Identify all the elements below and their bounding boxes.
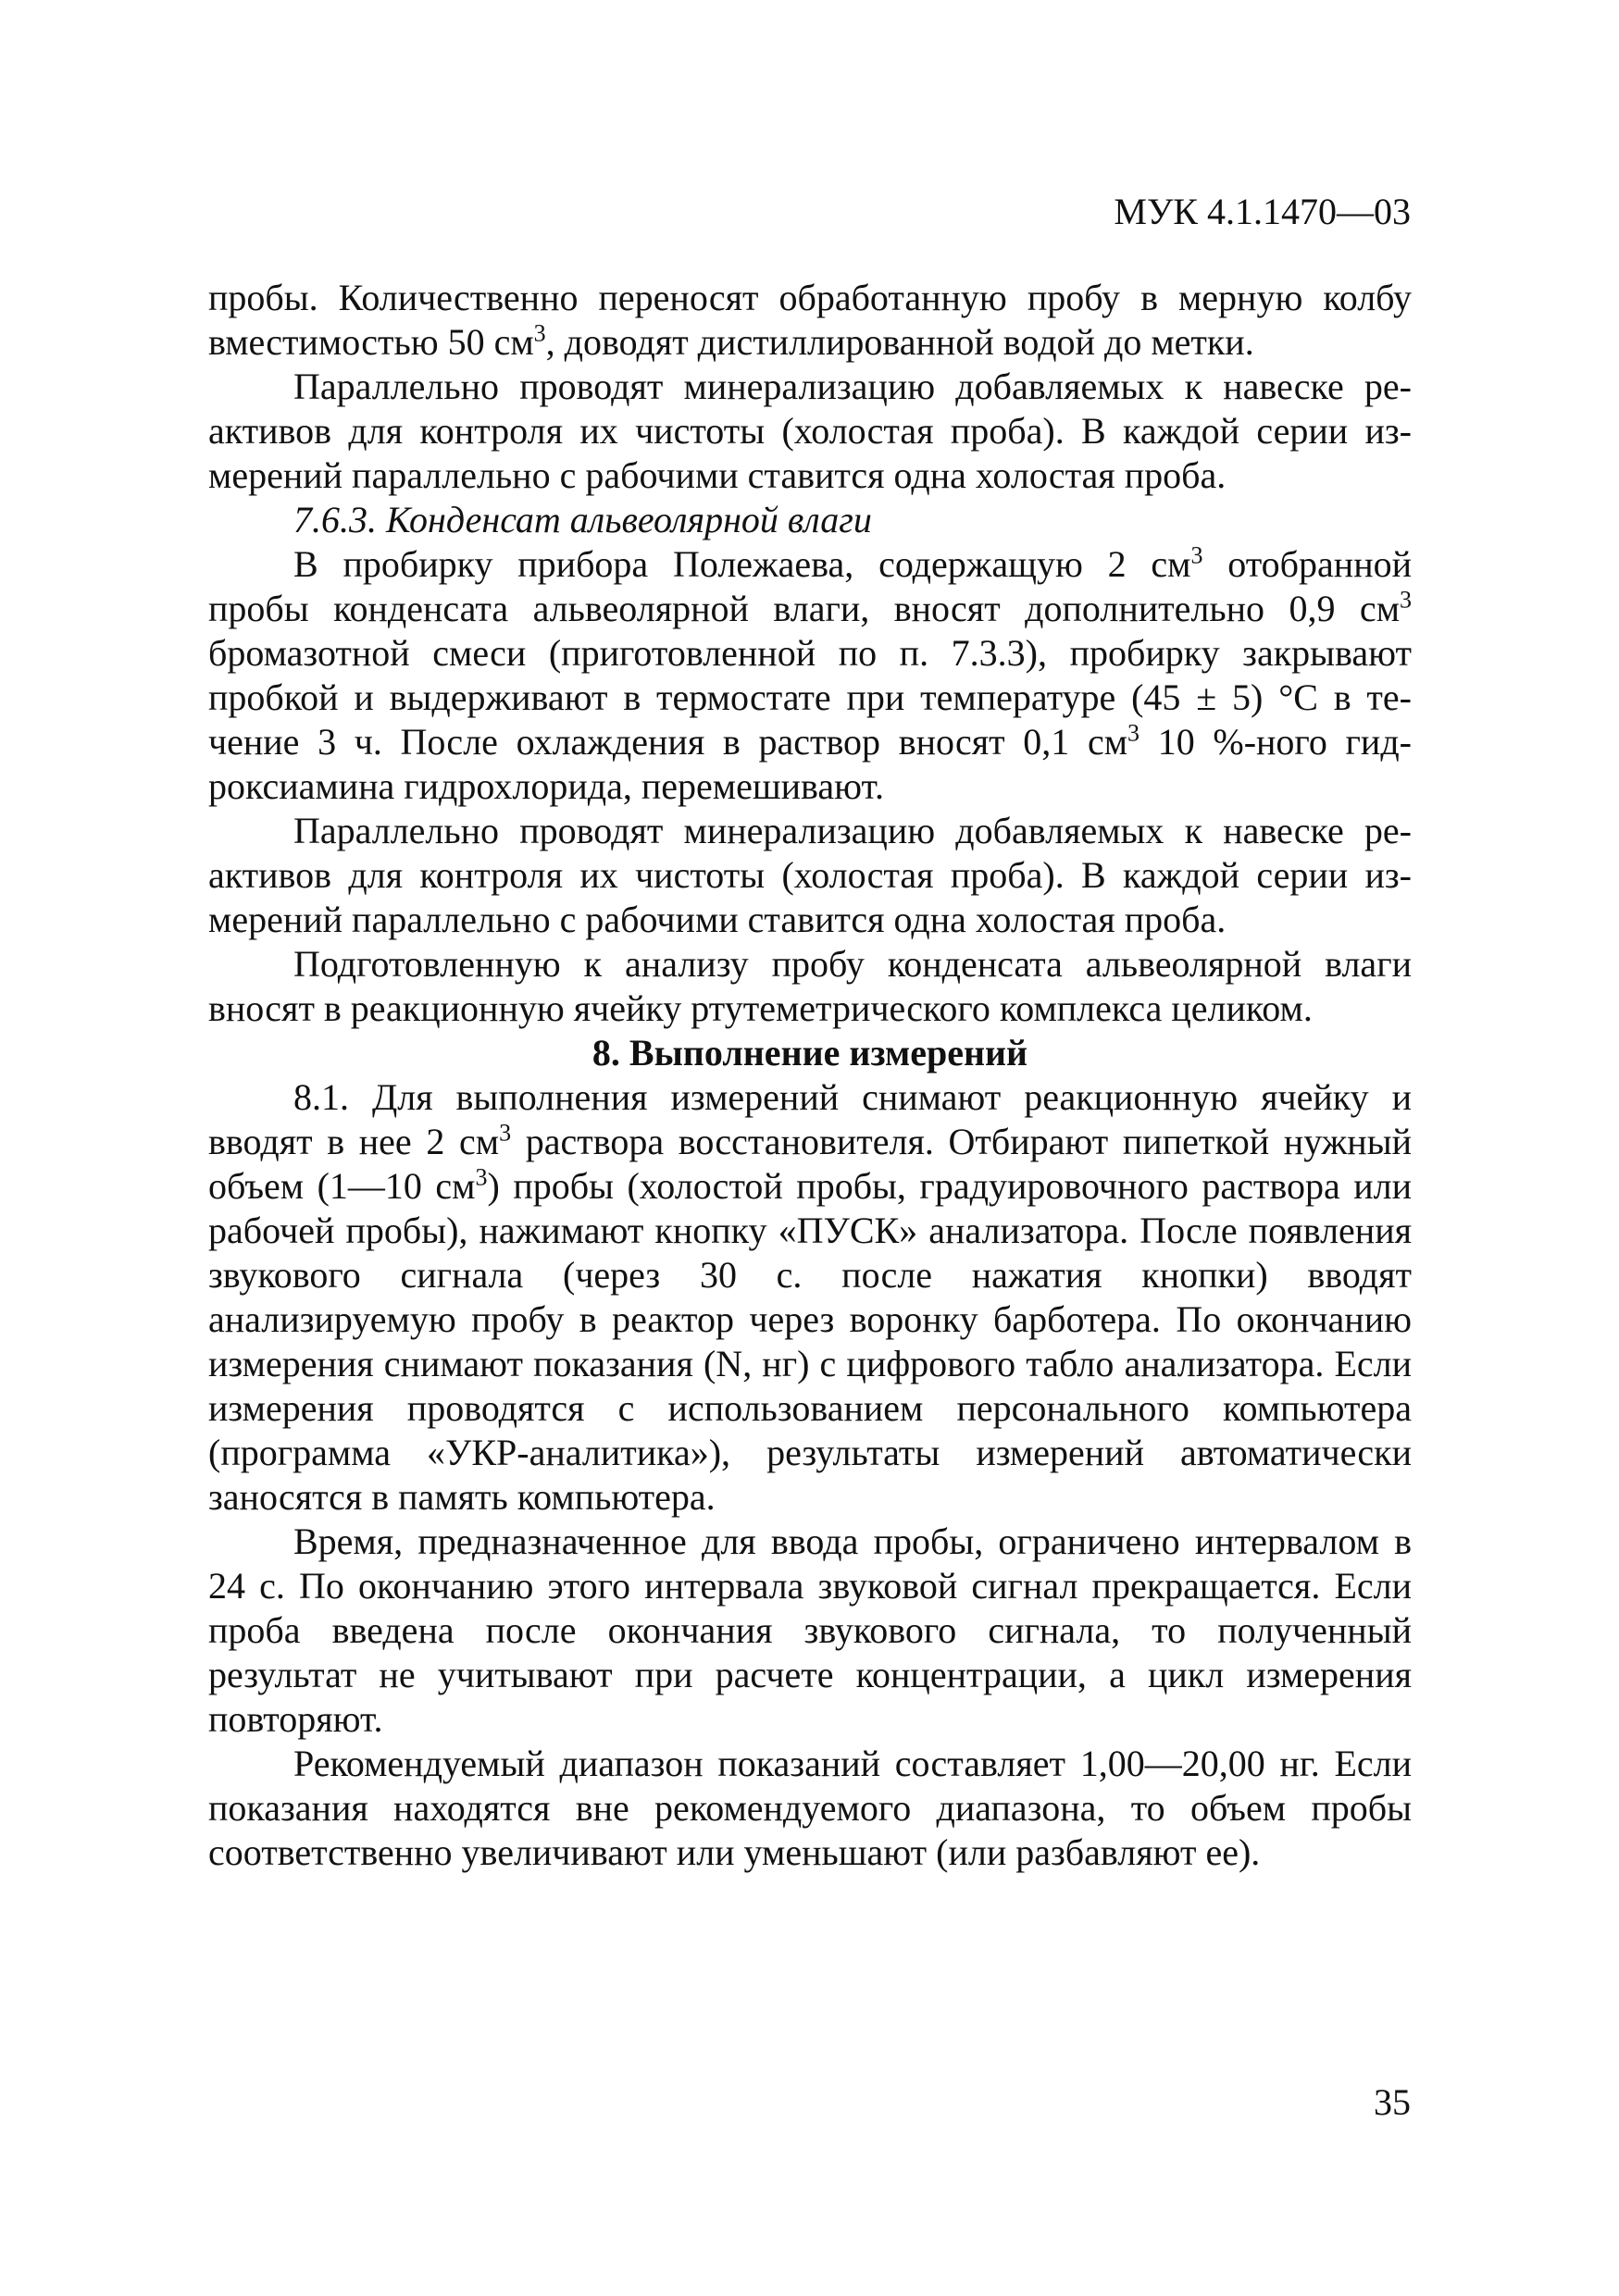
subsection-heading: 7.6.3. Конденсат альвеолярной влаги — [293, 499, 872, 540]
section-heading: 8. Выполнение измерений — [592, 1032, 1028, 1074]
paragraph-6: 8.1. Для выполнения измерений снимают реакционную ячейку и вводят в нее 2 $см^3$ раствора восстановителя. Отбирают пипеткой нужный объем (1—10 $см^3$) пробы (холостой пробы, градуировочного раствора или рабочей пробы), нажимают кнопку «ПУСК» анализатора. После появления звукового сигнала (через 30 с. после нажатия кнопки) вводят анализируемую пробу в реактор через воронку барботера. По окончанию измерения снимают показания (N, нг) с цифрового табло анализатора. Если измерения проводятся с использованием персонального компьютера (программа «УКР-аналитика»), результаты измерений автоматически заносятся в память компьютера. — [208, 1076, 1412, 1518]
paragraph-3: В пробирку прибора Полежаева, содержащую 2 $см^3$ отобранной пробы конденсата альвеолярной влаги, вносят дополнительно 0,9 $см^3$ бромазотной смеси (приготовленной по п. 7.3.3), пробирку закрывают пробкой и выдерживают в термостате при температуре (45 ± 5) °С в течение 3 ч. После охлаждения в раствор вносят 0,1 $см^3$ 10 %-ного гидроксиамина гидрохлорида, перемешивают. — [208, 541, 1413, 807]
paragraph-7: Время, предназначенное для ввода пробы, ограничено интервалом в 24 с. По окончанию этого интервала звуковой сигнал прекращается. Если проба введена после окончания звукового сигнала, то полученный результат не учитывают при расчете концентрации, а цикл измерения повторяют. — [208, 1520, 1412, 1740]
paragraph-4: Параллельно проводят минерализацию добавляемых к навеске реактивов для контроля их чистоты (холостая проба). В каждой серии измерений параллельно с рабочими ставится одна холостая проба. — [208, 810, 1412, 940]
page-number: 35 — [1374, 2081, 1411, 2123]
paragraph-5: Подготовленную к анализу пробу конденсата альвеолярной влаги вносят в реакционную ячейку ртутеметрического комплекса целиком. — [208, 943, 1412, 1029]
paragraph-1: пробы. Количественно переносят обработанную пробу в мерную колбу вместимостью 50 $см^3$, доводят дистиллированной водой до метки. — [208, 277, 1412, 363]
paragraph-2: Параллельно проводят минерализацию добавляемых к навеске реактивов для контроля их чистоты (холостая проба). В каждой серии измерений параллельно с рабочими ставится одна холостая проба. — [208, 366, 1412, 496]
document-body — [208, 276, 1412, 1875]
document-code-header: МУК 4.1.1470—03 — [1114, 191, 1411, 232]
paragraph-8: Рекомендуемый диапазон показаний составляет 1,00—20,00 нг. Если показания находятся вне рекомендуемого диапазона, то объем пробы соответственно увеличивают или уменьшают (или разбавляют ее). — [208, 1743, 1412, 1873]
